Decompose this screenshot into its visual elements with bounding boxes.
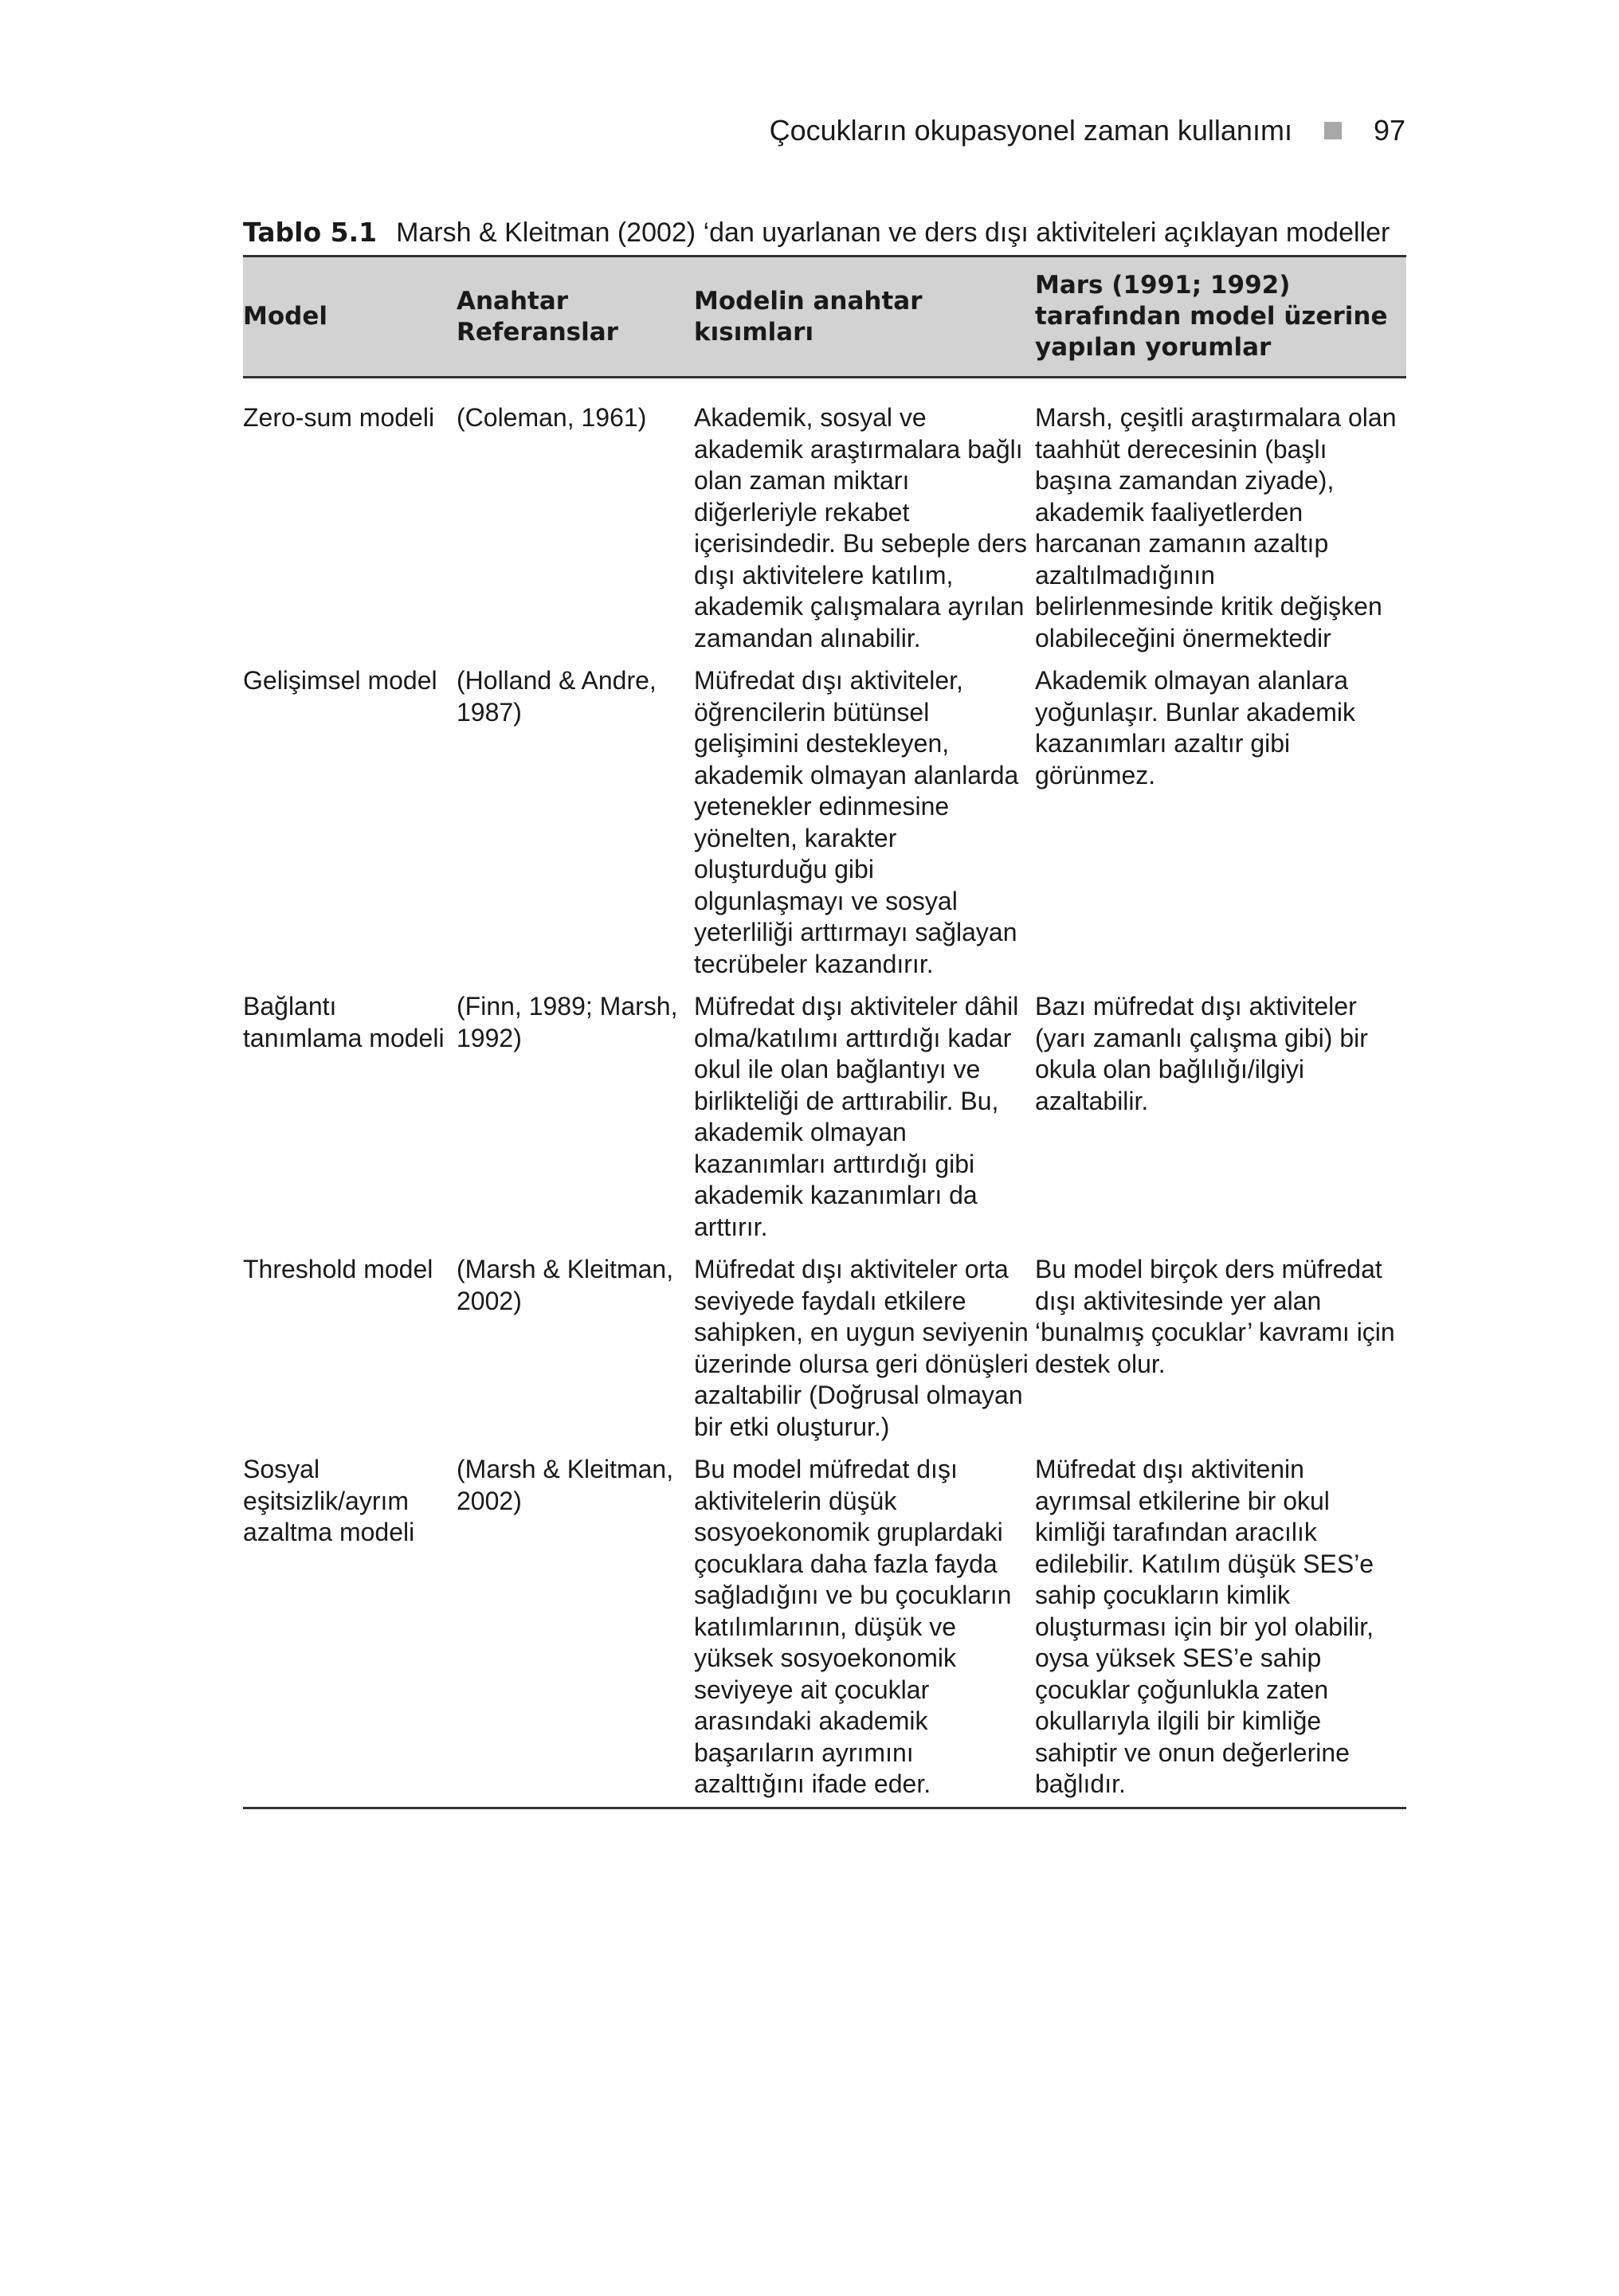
cell-key-parts: Müfredat dışı aktiviteler, öğrencilerin bütünsel gelişimini destekleyen, akademik olmayan alanlarda yetenekler edinmesine yönelten, karakter oluşturduğu gibi olgunlaşmayı ve sosyal yeterliliği arttırmayı sağlayan tecrübeler kazandırır. <box>694 666 1019 978</box>
table-row <box>243 1454 1406 1808</box>
table-caption-label: Tablo 5.1 <box>243 217 378 248</box>
cell-model: Threshold model <box>243 1255 433 1283</box>
cell-model: Bağlantı tanımlama modeli <box>243 992 445 1052</box>
cell-key-parts: Müfredat dışı aktiviteler dâhil olma/katılımı arttırdığı kadar okul ile olan bağlantıyı ve birlikteliği de arttırabilir. Bu, akademik olmayan kazanımları arttırdığı gibi akademik kazanımları da arttırır. <box>694 992 1019 1241</box>
table-caption-text: Marsh & Kleitman (2002) ‘dan uyarlanan ve ders dışı aktiviteleri açıklayan modeller <box>396 217 1390 248</box>
cell-comments: Müfredat dışı aktivitenin ayrımsal etkilerine bir okul kimliği tarafından aracılık edilebilir. Katılım düşük SES’e sahip çocukların kimlik oluşturması için bir yol olabilir, oysa yüksek SES’e sahip çocuklar çoğunlukla zaten okullarıyla ilgili bir kimliğe sahiptir ve onun değerlerine bağlıdır. <box>1035 1454 1406 1808</box>
page-number: 97 <box>1373 114 1405 147</box>
running-header-title: Çocukların okupasyonel zaman kullanımı <box>769 114 1292 147</box>
table-header <box>243 257 1406 378</box>
cell-model: Gelişimsel model <box>243 666 437 695</box>
cell-key-parts: Müfredat dışı aktiviteler orta seviyede faydalı etkilere sahipken, en uygun seviyenin üzerinde olursa geri dönüşleri azaltabilir (Doğrusal olmayan bir etki oluşturur.) <box>694 1255 1029 1441</box>
table-row <box>243 991 1406 1254</box>
cell-model: Zero-sum modeli <box>243 403 435 432</box>
table-caption <box>243 215 1406 250</box>
header-model: Model <box>243 257 457 378</box>
cell-comments: Bu model birçok ders müfredat dışı aktivitesinde yer alan ‘bunalmış çocuklar’ kavramı için destek olur. <box>1035 1255 1395 1378</box>
running-header <box>770 113 1405 148</box>
models-table-container <box>243 255 1406 1809</box>
header-key-parts: Modelin anahtar kısımları <box>694 257 1035 378</box>
table-body <box>243 378 1406 1808</box>
header-key-references: Anahtar Referanslar <box>457 257 694 378</box>
cell-comments: Bazı müfredat dışı aktiviteler (yarı zamanlı çalışma gibi) bir okula olan bağlılığı/ilgiyi azaltabilir. <box>1035 992 1368 1115</box>
table-row <box>243 665 1406 991</box>
cell-reference: (Marsh & Kleitman, 2002) <box>457 1255 674 1315</box>
cell-comments: Marsh, çeşitli araştırmalara olan taahhüt derecesinin (başlı başına zamandan ziyade), akademik faaliyetlerden harcanan zamanın azaltıp azaltılmadığının belirlenmesinde kritik değişken olabileceğini önermektedir <box>1035 403 1397 652</box>
table-header-row <box>243 257 1406 378</box>
cell-model: Sosyal eşitsizlik/ayrım azaltma modeli <box>243 1454 457 1808</box>
table-row <box>243 1254 1406 1454</box>
cell-reference: (Holland & Andre, 1987) <box>457 666 657 727</box>
cell-reference: (Coleman, 1961) <box>457 403 647 432</box>
square-bullet-icon <box>1324 122 1342 139</box>
cell-key-parts: Bu model müfredat dışı aktivitelerin düşük sosyoekonomik gruplardaki çocuklara daha fazla fayda sağladığını ve bu çocukların katılımlarının, düşük ve yüksek sosyoekonomik seviyeye ait çocuklar arasındaki akademik başarıların ayrımını azalttığını ifade eder. <box>694 1454 1035 1808</box>
models-table <box>243 255 1406 1809</box>
table-row <box>243 378 1406 666</box>
cell-reference: (Marsh & Kleitman, 2002) <box>457 1454 694 1808</box>
header-comments: Mars (1991; 1992) tarafından model üzerine yapılan yorumlar <box>1035 257 1406 378</box>
cell-reference: (Finn, 1989; Marsh, 1992) <box>457 992 678 1052</box>
cell-comments: Akademik olmayan alanlara yoğunlaşır. Bunlar akademik kazanımları azaltır gibi görünmez. <box>1035 666 1355 789</box>
cell-key-parts: Akademik, sosyal ve akademik araştırmalara bağlı olan zaman miktarı diğerleriyle rekabet içerisindedir. Bu sebeple ders dışı aktivitelere katılım, akademik çalışmalara ayrılan zamandan alınabilir. <box>694 403 1028 652</box>
